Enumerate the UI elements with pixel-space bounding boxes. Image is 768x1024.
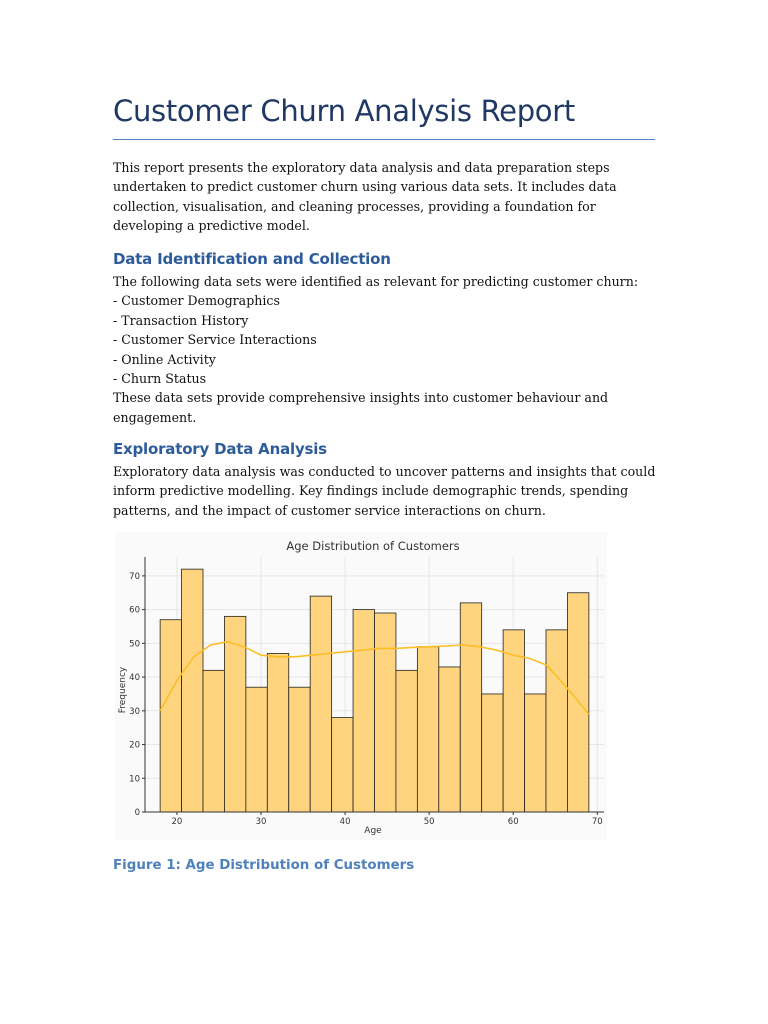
histogram-bar xyxy=(417,647,438,812)
histogram-bar xyxy=(267,653,288,812)
section1-closing: These data sets provide comprehensive insights into customer behaviour and engagement. xyxy=(113,390,609,425)
histogram-bar xyxy=(310,596,331,812)
histogram-bar xyxy=(482,694,503,812)
y-tick-label: 70 xyxy=(129,571,140,582)
title-underline xyxy=(113,139,655,140)
section1-body xyxy=(113,272,658,427)
y-tick-label: 20 xyxy=(129,740,140,751)
histogram-bar xyxy=(289,687,310,812)
list-item: - Transaction History xyxy=(113,312,249,328)
dataset-list xyxy=(113,291,658,388)
chart-title: Age Distribution of Customers xyxy=(286,539,460,553)
y-tick-label: 50 xyxy=(129,639,140,650)
histogram-bar xyxy=(332,718,353,812)
histogram-bar xyxy=(396,670,417,812)
histogram-bar xyxy=(160,620,181,812)
histogram-bar xyxy=(203,670,224,812)
x-axis-label: Age xyxy=(364,826,382,836)
histogram-bar xyxy=(353,610,374,812)
y-tick-label: 60 xyxy=(129,605,140,616)
histogram-bar xyxy=(439,667,460,812)
section-heading-eda: Exploratory Data Analysis xyxy=(113,440,327,458)
y-tick-label: 40 xyxy=(129,673,140,684)
intro-paragraph: This report presents the exploratory data analysis and data preparation steps undertaken to predict customer churn using various data sets. It includes data collection, visualisation, and cleaning processes, providing a foundation for developing a predictive model. xyxy=(113,160,617,234)
y-tick-label: 0 xyxy=(134,808,140,818)
x-tick-label: 70 xyxy=(591,817,603,827)
list-item: - Churn Status xyxy=(113,371,207,387)
list-item: - Online Activity xyxy=(113,351,216,367)
list-item: - Customer Demographics xyxy=(113,293,280,309)
x-tick-label: 40 xyxy=(339,817,351,827)
histogram-bar xyxy=(460,603,481,812)
section-heading-data-identification: Data Identification and Collection xyxy=(113,250,391,268)
histogram-bar xyxy=(375,613,396,812)
x-tick-label: 20 xyxy=(171,817,183,827)
list-item: - Customer Service Interactions xyxy=(113,332,317,348)
histogram-bar xyxy=(182,569,203,812)
y-tick-label: 30 xyxy=(129,706,140,717)
figure-caption: Figure 1: Age Distribution of Customers xyxy=(113,858,415,873)
age-distribution-chart xyxy=(115,532,607,840)
histogram-bar xyxy=(246,687,267,812)
page-title: Customer Churn Analysis Report xyxy=(113,94,575,128)
x-tick-label: 50 xyxy=(423,817,435,827)
histogram-bar xyxy=(525,694,546,812)
x-tick-label: 60 xyxy=(507,817,519,827)
eda-paragraph: Exploratory data analysis was conducted to uncover patterns and insights that could inform predictive modelling. Key findings include demographic trends, spending patterns, and the impact of customer service interactions on churn. xyxy=(113,464,656,518)
histogram-bar xyxy=(546,630,567,812)
x-tick-label: 30 xyxy=(255,817,267,827)
y-tick-label: 10 xyxy=(129,774,140,785)
y-axis-label: Frequency xyxy=(118,666,128,714)
section1-lead: The following data sets were identified as relevant for predicting customer churn: xyxy=(113,274,639,289)
